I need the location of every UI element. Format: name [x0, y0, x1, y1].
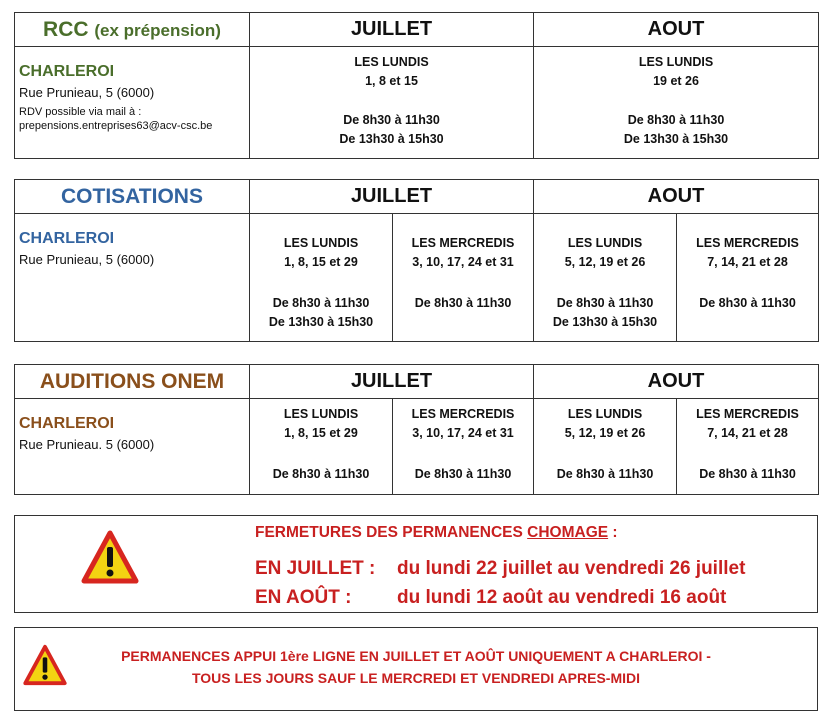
cotisations-cell-days: 3, 10, 17, 24 et 31 — [412, 255, 514, 269]
appui-line1: PERMANENCES APPUI 1ère LIGNE EN JUILLET ET AOÛT UNIQUEMENT A CHARLEROI - — [121, 648, 711, 664]
cotisations-cell-hours2: De 13h30 à 15h30 — [268, 315, 374, 329]
rcc-aout-days: 19 et 26 — [653, 74, 699, 88]
rcc-title-sub: (ex prépension) — [94, 20, 221, 40]
warning-triangle-icon — [81, 530, 139, 584]
rcc-juillet-hours2: De 13h30 à 15h30 — [339, 132, 444, 146]
rcc-col-juillet: JUILLET — [250, 13, 534, 47]
cotisations-cell-days: 1, 8, 15 et 29 — [284, 255, 358, 269]
auditions-cell-hours1: De 8h30 à 11h30 — [272, 467, 370, 481]
auditions-location — [15, 399, 250, 495]
auditions-cell — [393, 399, 534, 495]
cotisations-cell — [393, 214, 534, 342]
rcc-table — [14, 12, 819, 159]
auditions-table — [14, 364, 819, 495]
rcc-title — [15, 13, 250, 47]
rcc-juillet-hours1: De 8h30 à 11h30 — [343, 113, 440, 127]
auditions-address: Rue Prunieau. 5 (6000) — [19, 437, 155, 452]
auditions-col-juillet: JUILLET — [250, 365, 534, 399]
fermetures-juillet-label: EN JUILLET : — [255, 558, 376, 579]
cotisations-cell-hours1: De 8h30 à 11h30 — [556, 296, 654, 310]
cotisations-cell-hours1: De 8h30 à 11h30 — [272, 296, 370, 310]
auditions-cell-days: 1, 8, 15 et 29 — [284, 426, 358, 440]
fermetures-title-underlined: CHOMAGE — [527, 524, 609, 541]
cotisations-cell-label: LES MERCREDIS — [696, 236, 799, 250]
auditions-cell — [250, 399, 393, 495]
cotisations-col-juillet: JUILLET — [250, 180, 534, 214]
fermetures-title — [255, 524, 618, 542]
cotisations-title: COTISATIONS — [15, 180, 250, 214]
rcc-juillet-cell — [250, 47, 534, 159]
cotisations-cell-label: LES LUNDIS — [283, 236, 359, 250]
rcc-aout-hours1: De 8h30 à 11h30 — [627, 113, 725, 127]
auditions-city: CHARLEROI — [19, 415, 115, 432]
auditions-cell-days: 5, 12, 19 et 26 — [564, 426, 646, 440]
cotisations-cell-label: LES LUNDIS — [567, 236, 643, 250]
auditions-title: AUDITIONS ONEM — [15, 365, 250, 399]
auditions-col-aout: AOUT — [534, 365, 819, 399]
cotisations-cell-label: LES MERCREDIS — [411, 236, 515, 250]
rcc-address: Rue Prunieau, 5 (6000) — [19, 85, 155, 100]
auditions-cell-hours1: De 8h30 à 11h30 — [699, 467, 796, 481]
auditions-cell-label: LES MERCREDIS — [411, 407, 515, 421]
rcc-city: CHARLEROI — [19, 63, 115, 80]
appui-line2: TOUS LES JOURS SAUF LE MERCREDI ET VENDREDI APRES-MIDI — [191, 670, 641, 686]
fermetures-juillet-text: du lundi 22 juillet au vendredi 26 juillet — [397, 558, 746, 579]
rcc-note-line2: prepensions.entreprises63@acv-csc.be — [19, 120, 213, 132]
fermetures-title-prefix: FERMETURES DES PERMANENCES — [255, 524, 528, 541]
fermetures-alert — [14, 515, 818, 613]
cotisations-cell — [677, 214, 819, 342]
rcc-note-line1: RDV possible via mail à : — [19, 106, 142, 118]
cotisations-cell — [250, 214, 393, 342]
rcc-title-main: RCC — [43, 17, 89, 41]
cotisations-table — [14, 179, 819, 342]
cotisations-location — [15, 214, 250, 342]
rcc-juillet-label: LES LUNDIS — [354, 55, 429, 69]
cotisations-cell-hours1: De 8h30 à 11h30 — [699, 296, 796, 310]
auditions-cell-label: LES MERCREDIS — [696, 407, 799, 421]
rcc-aout-hours2: De 13h30 à 15h30 — [623, 132, 729, 146]
cotisations-city: CHARLEROI — [19, 230, 115, 247]
auditions-cell-label: LES LUNDIS — [283, 407, 359, 421]
auditions-cell-hours1: De 8h30 à 11h30 — [414, 467, 512, 481]
cotisations-cell-days: 5, 12, 19 et 26 — [564, 255, 646, 269]
cotisations-cell-days: 7, 14, 21 et 28 — [707, 255, 788, 269]
rcc-location — [15, 47, 250, 159]
auditions-cell — [677, 399, 819, 495]
cotisations-cell-hours1: De 8h30 à 11h30 — [414, 296, 512, 310]
auditions-cell-hours1: De 8h30 à 11h30 — [556, 467, 654, 481]
appui-alert — [14, 627, 818, 711]
rcc-col-aout: AOUT — [534, 13, 819, 47]
auditions-cell-days: 3, 10, 17, 24 et 31 — [412, 426, 514, 440]
auditions-cell-label: LES LUNDIS — [567, 407, 643, 421]
rcc-aout-cell — [534, 47, 819, 159]
fermetures-title-suffix: : — [608, 524, 618, 541]
rcc-juillet-days: 1, 8 et 15 — [365, 74, 418, 88]
rcc-aout-label: LES LUNDIS — [638, 55, 714, 69]
cotisations-col-aout: AOUT — [534, 180, 819, 214]
auditions-cell-days: 7, 14, 21 et 28 — [707, 426, 788, 440]
fermetures-aout-label: EN AOÛT : — [255, 587, 352, 608]
fermetures-aout-text: du lundi 12 août au vendredi 16 août — [397, 587, 727, 608]
cotisations-address: Rue Prunieau, 5 (6000) — [19, 252, 155, 267]
cotisations-cell — [534, 214, 677, 342]
cotisations-cell-hours2: De 13h30 à 15h30 — [552, 315, 658, 329]
auditions-cell — [534, 399, 677, 495]
